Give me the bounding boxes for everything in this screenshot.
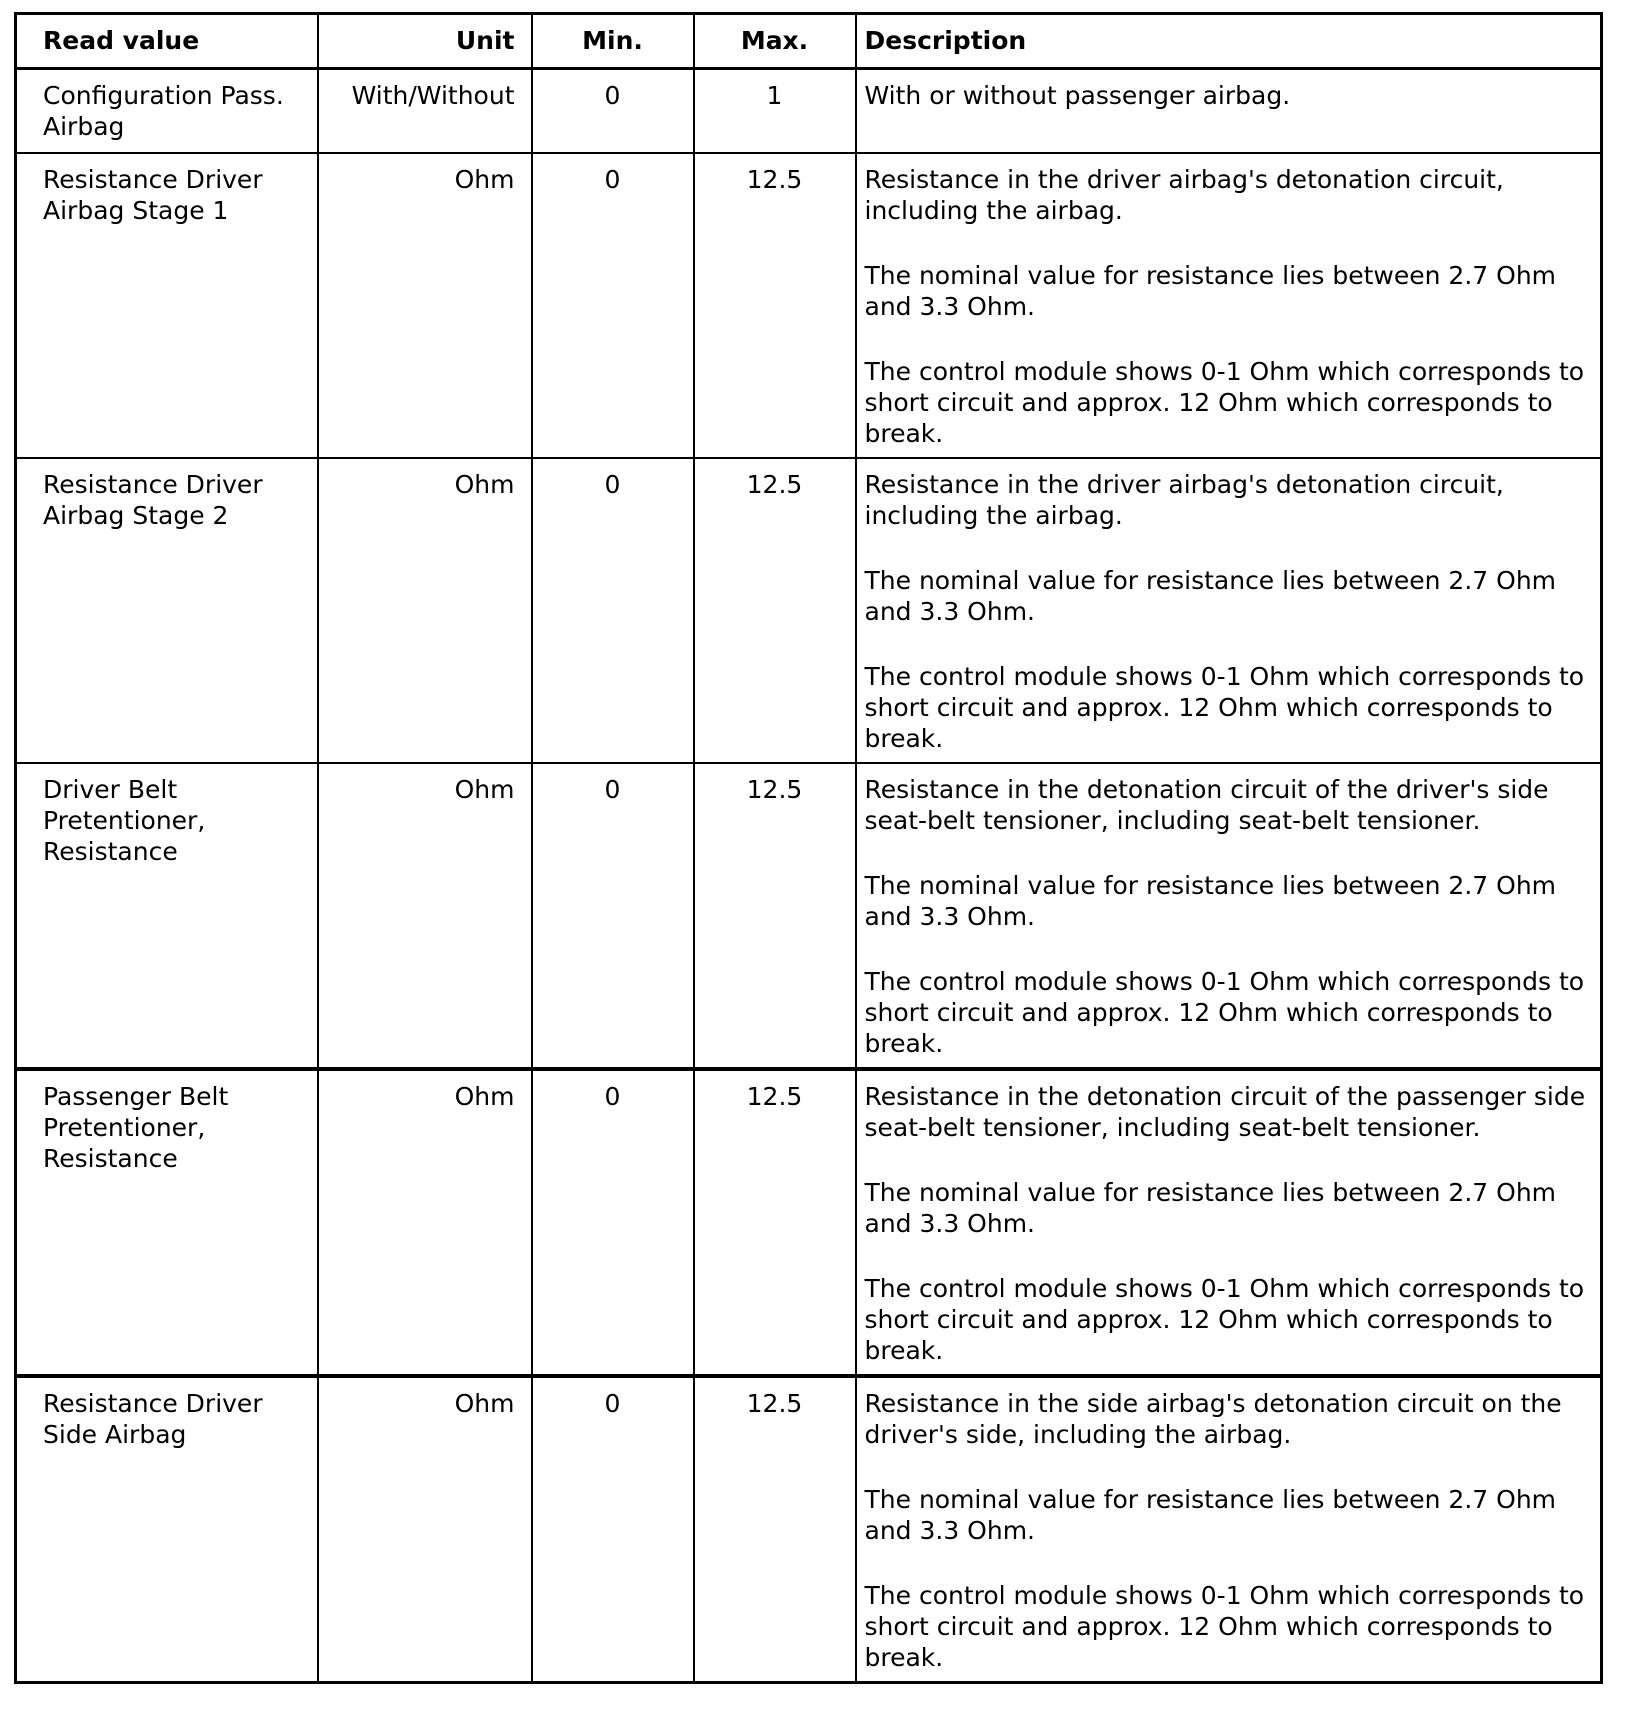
cell-read-value: Configuration Pass. Airbag — [16, 69, 318, 154]
table-row — [16, 763, 1602, 1069]
cell-description — [856, 69, 1602, 154]
table-body — [16, 69, 1602, 1683]
table-header — [16, 14, 1602, 69]
cell-read-value: Driver Belt Pretentioner, Resistance — [16, 763, 318, 1069]
cell-max: 12.5 — [694, 1376, 856, 1683]
header-row — [16, 14, 1602, 69]
header-max: Max. — [694, 14, 856, 69]
description-paragraph: The nominal value for resistance lies between 2.7 Ohm and 3.3 Ohm. — [864, 261, 1557, 321]
cell-description — [856, 458, 1602, 763]
cell-description — [856, 1376, 1602, 1683]
cell-unit: With/Without — [318, 69, 532, 154]
cell-max: 12.5 — [694, 1069, 856, 1376]
description-paragraph: With or without passenger airbag. — [864, 81, 1291, 110]
table-row — [16, 153, 1602, 458]
cell-read-value: Resistance Driver Side Airbag — [16, 1376, 318, 1683]
cell-max: 1 — [694, 69, 856, 154]
description-paragraph: The control module shows 0-1 Ohm which corresponds to short circuit and approx. 12 Ohm which corresponds to break. — [864, 662, 1585, 753]
cell-description — [856, 153, 1602, 458]
cell-min: 0 — [532, 763, 694, 1069]
description-paragraph: The control module shows 0-1 Ohm which corresponds to short circuit and approx. 12 Ohm which corresponds to break. — [864, 1274, 1585, 1365]
table-row — [16, 69, 1602, 154]
cell-read-value: Resistance Driver Airbag Stage 2 — [16, 458, 318, 763]
cell-unit: Ohm — [318, 1376, 532, 1683]
cell-min: 0 — [532, 153, 694, 458]
cell-read-value: Resistance Driver Airbag Stage 1 — [16, 153, 318, 458]
table-row — [16, 1376, 1602, 1683]
cell-unit: Ohm — [318, 763, 532, 1069]
description-paragraph: Resistance in the detonation circuit of the passenger side seat-belt tensioner, including seat-belt tensioner. — [864, 1082, 1586, 1142]
table-row — [16, 458, 1602, 763]
cell-max: 12.5 — [694, 763, 856, 1069]
read-values-table — [14, 12, 1603, 1684]
description-paragraph: Resistance in the driver airbag's detonation circuit, including the airbag. — [864, 470, 1504, 530]
description-paragraph: The nominal value for resistance lies between 2.7 Ohm and 3.3 Ohm. — [864, 871, 1557, 931]
description-paragraph: The control module shows 0-1 Ohm which corresponds to short circuit and approx. 12 Ohm which corresponds to break. — [864, 1581, 1585, 1672]
cell-read-value: Passenger Belt Pretentioner, Resistance — [16, 1069, 318, 1376]
cell-min: 0 — [532, 458, 694, 763]
table-row — [16, 1069, 1602, 1376]
cell-max: 12.5 — [694, 153, 856, 458]
description-paragraph: The control module shows 0-1 Ohm which corresponds to short circuit and approx. 12 Ohm which corresponds to break. — [864, 357, 1585, 448]
cell-max: 12.5 — [694, 458, 856, 763]
document-page — [14, 12, 1600, 1684]
description-paragraph: Resistance in the side airbag's detonation circuit on the driver's side, including the airbag. — [864, 1389, 1562, 1449]
cell-min: 0 — [532, 1376, 694, 1683]
cell-description — [856, 763, 1602, 1069]
cell-unit: Ohm — [318, 1069, 532, 1376]
description-paragraph: The nominal value for resistance lies between 2.7 Ohm and 3.3 Ohm. — [864, 566, 1557, 626]
cell-min: 0 — [532, 69, 694, 154]
cell-unit: Ohm — [318, 458, 532, 763]
description-paragraph: The control module shows 0-1 Ohm which corresponds to short circuit and approx. 12 Ohm which corresponds to break. — [864, 967, 1585, 1058]
description-paragraph: Resistance in the detonation circuit of the driver's side seat-belt tensioner, including seat-belt tensioner. — [864, 775, 1549, 835]
description-paragraph: The nominal value for resistance lies between 2.7 Ohm and 3.3 Ohm. — [864, 1485, 1557, 1545]
header-description: Description — [856, 14, 1602, 69]
description-paragraph: Resistance in the driver airbag's detonation circuit, including the airbag. — [864, 165, 1504, 225]
description-paragraph: The nominal value for resistance lies between 2.7 Ohm and 3.3 Ohm. — [864, 1178, 1557, 1238]
header-read-value: Read value — [16, 14, 318, 69]
cell-unit: Ohm — [318, 153, 532, 458]
header-min: Min. — [532, 14, 694, 69]
cell-min: 0 — [532, 1069, 694, 1376]
header-unit: Unit — [318, 14, 532, 69]
cell-description — [856, 1069, 1602, 1376]
